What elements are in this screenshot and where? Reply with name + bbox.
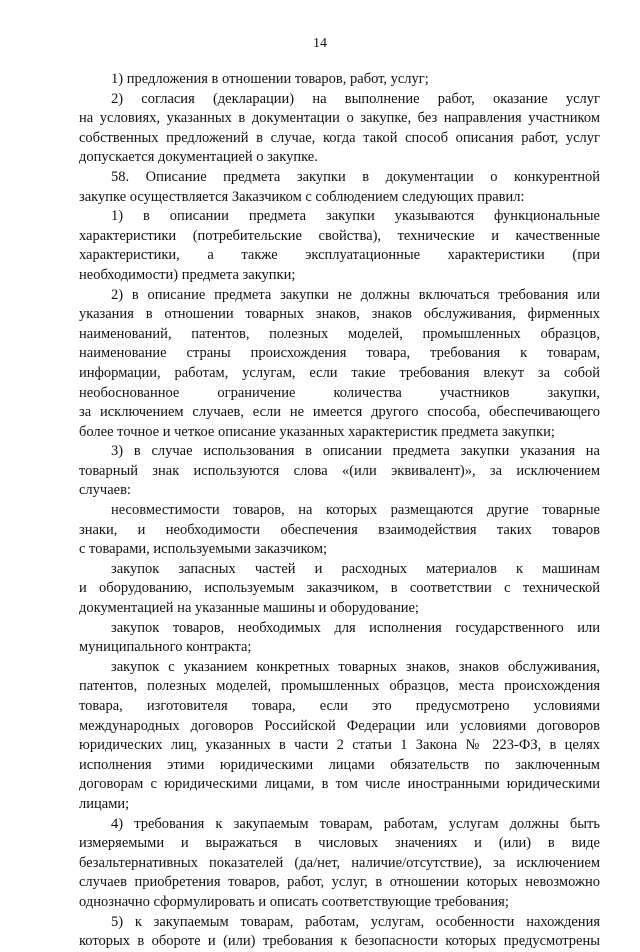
text-line: однозначно сформулировать и описать соответствующие требования; xyxy=(79,893,509,910)
text-line: закупок запасных частей и расходных материалов к машинам xyxy=(111,560,600,577)
text-line: допускается документацией о закупке. xyxy=(79,149,318,166)
text-line: случаев: xyxy=(79,482,131,499)
text-line: характеристики (потребительские свойства), технические и качественные xyxy=(79,227,600,244)
text-line: и оборудованию, используемым заказчиком, в соответствии с технической xyxy=(79,580,600,597)
text-line: 58. Описание предмета закупки в документации о конкурентной xyxy=(111,168,600,185)
text-line: характеристики, а также эксплуатационные характеристики (при xyxy=(79,247,600,264)
text-line: безальтернативных показателей (да/нет, наличие/отсутствие), за исключением xyxy=(79,854,600,871)
text-line: несовместимости товаров, на которых размещаются другие товарные xyxy=(111,502,600,519)
text-line: закупок товаров, необходимых для исполнения государственного или xyxy=(111,619,600,636)
document-body xyxy=(79,70,600,952)
text-line: документацией на указанные машины и оборудование; xyxy=(79,600,419,617)
text-line: указания в отношении товарных знаков, знаков обслуживания, фирменных xyxy=(79,306,600,323)
text-line: исполнения этими юридическими лицами обязательств по заключенным xyxy=(79,756,600,773)
text-line: которых в обороте и (или) требования к безопасности которых предусмотрены xyxy=(79,933,600,950)
text-line: на условиях, указанных в документации о закупке, без направления участником xyxy=(79,110,600,127)
text-line: знаки, и необходимости обеспечения взаимодействия таких товаров xyxy=(79,521,600,538)
text-line: международных договоров Российской Федерации или условиями договоров xyxy=(79,717,600,734)
text-line: с товарами, используемыми заказчиком; xyxy=(79,541,328,558)
text-line: 2) согласия (декларации) на выполнение работ, оказание услуг xyxy=(111,90,600,107)
text-line: более точное и четкое описание указанных характеристик предмета закупки; xyxy=(79,423,555,440)
text-line: 1) в описании предмета закупки указываются функциональные xyxy=(111,208,600,225)
text-line: 4) требования к закупаемым товарам, работам, услугам должны быть xyxy=(111,815,600,832)
text-line: патентов, полезных моделей, промышленных образцов, места происхождения xyxy=(79,678,600,695)
page-number: 14 xyxy=(313,36,327,51)
text-line: товарный знак используются слова «(или эквивалент)», за исключением xyxy=(79,462,600,479)
text-line: договорам с юридическими лицами, в том числе иностранными юридическими xyxy=(79,776,600,793)
text-line: товара, изготовителя товара, если это предусмотрено условиями xyxy=(79,698,600,714)
text-line: необоснованное ограничение количества участников закупки, xyxy=(79,384,600,401)
text-line: 5) к закупаемым товарам, работам, услугам, особенности нахождения xyxy=(111,913,600,930)
text-line: собственных предложений в случае, когда такой способ описания работ, услуг xyxy=(79,129,600,146)
text-line: за исключением случаев, если не имеется другого способа, обеспечивающего xyxy=(79,404,600,421)
text-line: юридических лиц, указанных в части 2 статьи 1 Закона № 223-ФЗ, в целях xyxy=(79,737,600,754)
text-line: измеряемыми и выражаться в числовых значениях и (или) в виде xyxy=(79,835,600,852)
text-line: 2) в описание предмета закупки не должны включаться требования или xyxy=(111,286,600,303)
text-line: наименование страны происхождения товара, требования к товарам, xyxy=(79,345,600,362)
text-line: 1) предложения в отношении товаров, работ, услуг; xyxy=(111,71,429,87)
text-line: наименований, патентов, полезных моделей, промышленных образцов, xyxy=(79,325,600,342)
text-line: закупок с указанием конкретных товарных знаков, знаков обслуживания, xyxy=(111,658,600,675)
text-line: случаев приобретения товаров, работ, услуг, в отношении которых невозможно xyxy=(79,874,600,891)
text-line: информации, работам, услугам, если такие требования влекут за собой xyxy=(79,364,600,381)
text-line: 3) в случае использования в описании предмета закупки указания на xyxy=(111,443,600,460)
text-line: лицами; xyxy=(79,795,130,812)
text-line: необходимости) предмета закупки; xyxy=(79,266,296,283)
text-line: закупке осуществляется Заказчиком с соблюдением следующих правил: xyxy=(79,188,525,205)
text-line: муниципального контракта; xyxy=(79,639,252,656)
